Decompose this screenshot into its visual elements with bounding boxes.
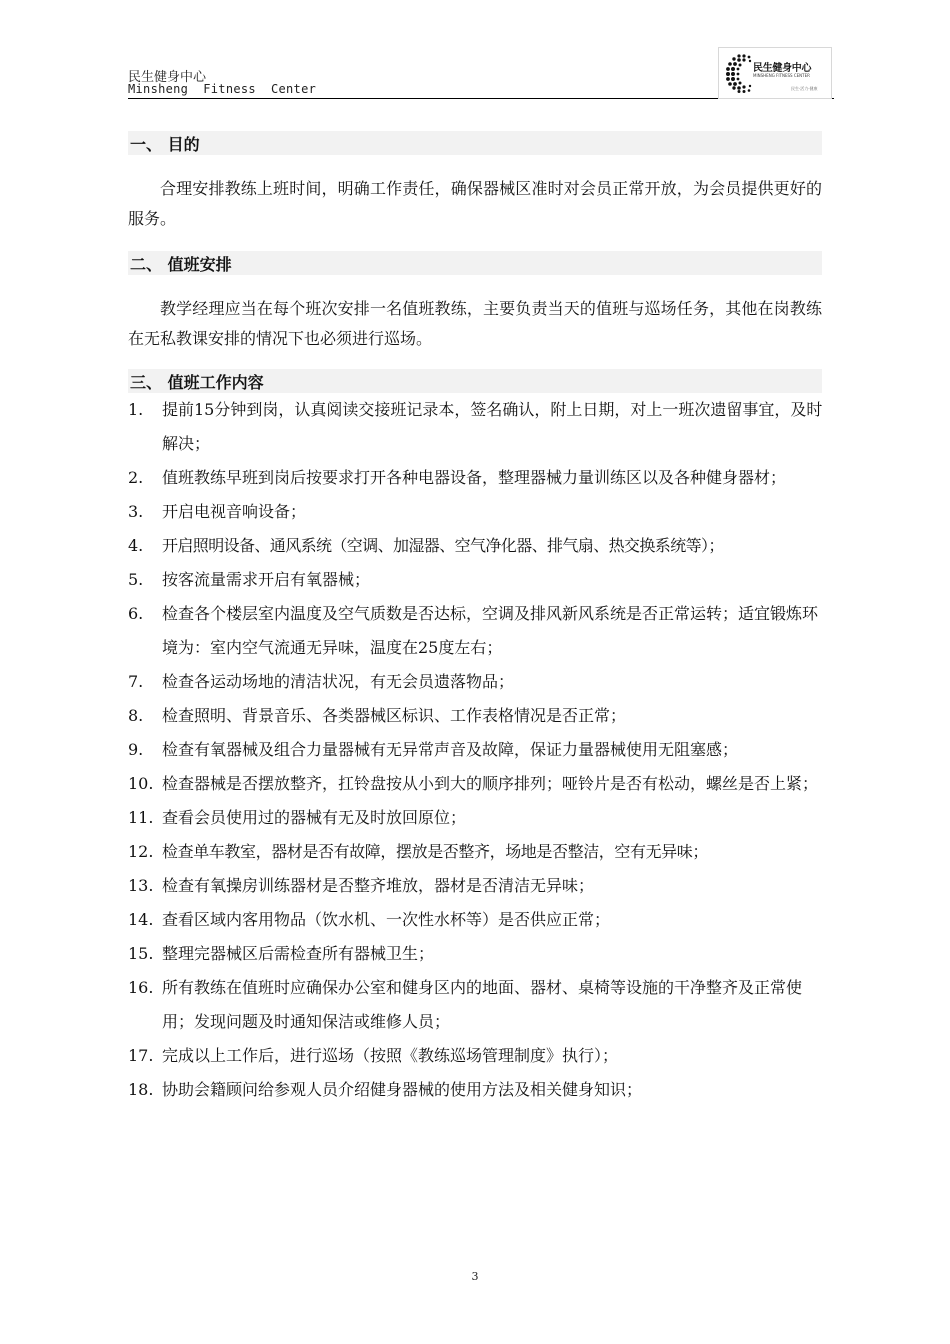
list-item bbox=[128, 529, 828, 563]
section-heading-duty-content bbox=[128, 369, 822, 393]
list-item-number: 10. bbox=[128, 774, 154, 793]
list-item-number: 8. bbox=[128, 706, 144, 725]
list-item bbox=[128, 971, 828, 1039]
list-item-number: 7. bbox=[128, 672, 144, 691]
page-number: 3 bbox=[471, 1270, 479, 1283]
section-heading-purpose bbox=[128, 131, 822, 155]
section-paragraph-purpose bbox=[128, 174, 822, 234]
list-item-text: 值班教练早班到岗后按要求打开各种电器设备，整理器械力量训练区以及各种健身器材； bbox=[162, 468, 787, 487]
list-item bbox=[128, 597, 828, 665]
paragraph-text: 教学经理应当在每个班次安排一名值班教练，主要负责当天的值班与巡场任务，其他在岗教练在无私教课安排的情况下也必须进行巡场。 bbox=[128, 299, 822, 348]
list-item-number: 3. bbox=[128, 502, 144, 521]
list-item bbox=[128, 393, 828, 461]
list-item-text: 检查各运动场地的清洁状况，有无会员遗落物品； bbox=[162, 672, 515, 691]
list-item bbox=[128, 665, 828, 699]
duty-task-list bbox=[128, 393, 828, 1107]
list-item-text: 提前15分钟到岗，认真阅读交接班记录本，签名确认，附上日期，对上一班次遗留事宜，及时解决； bbox=[162, 400, 823, 453]
list-item-number: 2. bbox=[128, 468, 144, 487]
list-item-text: 开启照明设备、通风系统（空调、加湿器、空气净化器、排气扇、热交换系统等）； bbox=[162, 536, 724, 555]
list-item-text: 查看区域内客用物品（饮水机、一次性水杯等）是否供应正常； bbox=[162, 910, 611, 929]
list-item-number: 14. bbox=[128, 910, 154, 929]
list-item-text: 检查照明、背景音乐、各类器械区标识、工作表格情况是否正常； bbox=[162, 706, 627, 725]
list-item bbox=[128, 699, 828, 733]
header-company-en: Minsheng Fitness Center bbox=[128, 82, 317, 96]
list-item-text: 检查有氧操房训练器材是否整齐堆放，器材是否清洁无异味； bbox=[162, 876, 595, 895]
dotted-c-logo-icon bbox=[725, 53, 755, 93]
section-paragraph-duty-arrangement bbox=[128, 294, 822, 354]
list-item-number: 1. bbox=[128, 400, 144, 419]
logo-tagline: 民生·活力·健康 bbox=[791, 86, 818, 91]
list-item bbox=[128, 563, 828, 597]
list-item bbox=[128, 1073, 828, 1107]
paragraph-text: 合理安排教练上班时间，明确工作责任，确保器械区准时对会员正常开放，为会员提供更好的服务。 bbox=[128, 179, 822, 228]
logo-subtitle: MINSHENG FITNESS CENTER bbox=[753, 73, 810, 78]
list-item-number: 18. bbox=[128, 1080, 154, 1099]
list-item-number: 4. bbox=[128, 536, 144, 555]
list-item bbox=[128, 767, 828, 801]
list-item bbox=[128, 733, 828, 767]
list-item-text: 所有教练在值班时应确保办公室和健身区内的地面、器材、桌椅等设施的干净整齐及正常使用；发现问题及时通知保洁或维修人员； bbox=[162, 978, 803, 1031]
section-title: 三、 值班工作内容 bbox=[130, 373, 264, 392]
list-item-number: 17. bbox=[128, 1046, 154, 1065]
list-item-text: 协助会籍顾问给参观人员介绍健身器械的使用方法及相关健身知识； bbox=[162, 1080, 643, 1099]
list-item-number: 9. bbox=[128, 740, 144, 759]
company-logo bbox=[718, 47, 832, 99]
list-item bbox=[128, 835, 828, 869]
list-item bbox=[128, 903, 828, 937]
list-item bbox=[128, 1039, 828, 1073]
list-item-number: 11. bbox=[128, 808, 154, 827]
list-item-text: 按客流量需求开启有氧器械； bbox=[162, 570, 371, 589]
list-item-number: 6. bbox=[128, 604, 144, 623]
header-company-cn: 民生健身中心 bbox=[128, 70, 207, 85]
list-item bbox=[128, 801, 828, 835]
list-item-number: 12. bbox=[128, 842, 154, 861]
logo-name: 民生健身中心 bbox=[753, 63, 812, 74]
list-item bbox=[128, 495, 828, 529]
list-item bbox=[128, 937, 828, 971]
list-item-text: 检查单车教室，器材是否有故障，摆放是否整齐，场地是否整洁，空有无异味； bbox=[162, 842, 709, 861]
list-item-number: 15. bbox=[128, 944, 154, 963]
list-item-text: 检查各个楼层室内温度及空气质数是否达标，空调及排风新风系统是否正常运转；适宜锻炼环境为：室内空气流通无异味，温度在25度左右； bbox=[162, 604, 819, 657]
list-item-text: 开启电视音响设备； bbox=[162, 502, 307, 521]
list-item-text: 检查器械是否摆放整齐，扛铃盘按从小到大的顺序排列；哑铃片是否有松动，螺丝是否上紧； bbox=[162, 774, 819, 793]
list-item bbox=[128, 461, 828, 495]
list-item bbox=[128, 869, 828, 903]
list-item-number: 16. bbox=[128, 978, 154, 997]
list-item-number: 13. bbox=[128, 876, 154, 895]
section-title: 二、 值班安排 bbox=[130, 255, 232, 274]
list-item-text: 整理完器械区后需检查所有器械卫生； bbox=[162, 944, 435, 963]
section-title: 一、 目的 bbox=[130, 135, 200, 154]
list-item-text: 完成以上工作后，进行巡场（按照《教练巡场管理制度》执行）； bbox=[162, 1046, 619, 1065]
list-item-text: 检查有氧器械及组合力量器械有无异常声音及故障，保证力量器械使用无阻塞感； bbox=[162, 740, 739, 759]
list-item-text: 查看会员使用过的器械有无及时放回原位； bbox=[162, 808, 467, 827]
section-heading-duty-arrangement bbox=[128, 251, 822, 275]
list-item-number: 5. bbox=[128, 570, 144, 589]
